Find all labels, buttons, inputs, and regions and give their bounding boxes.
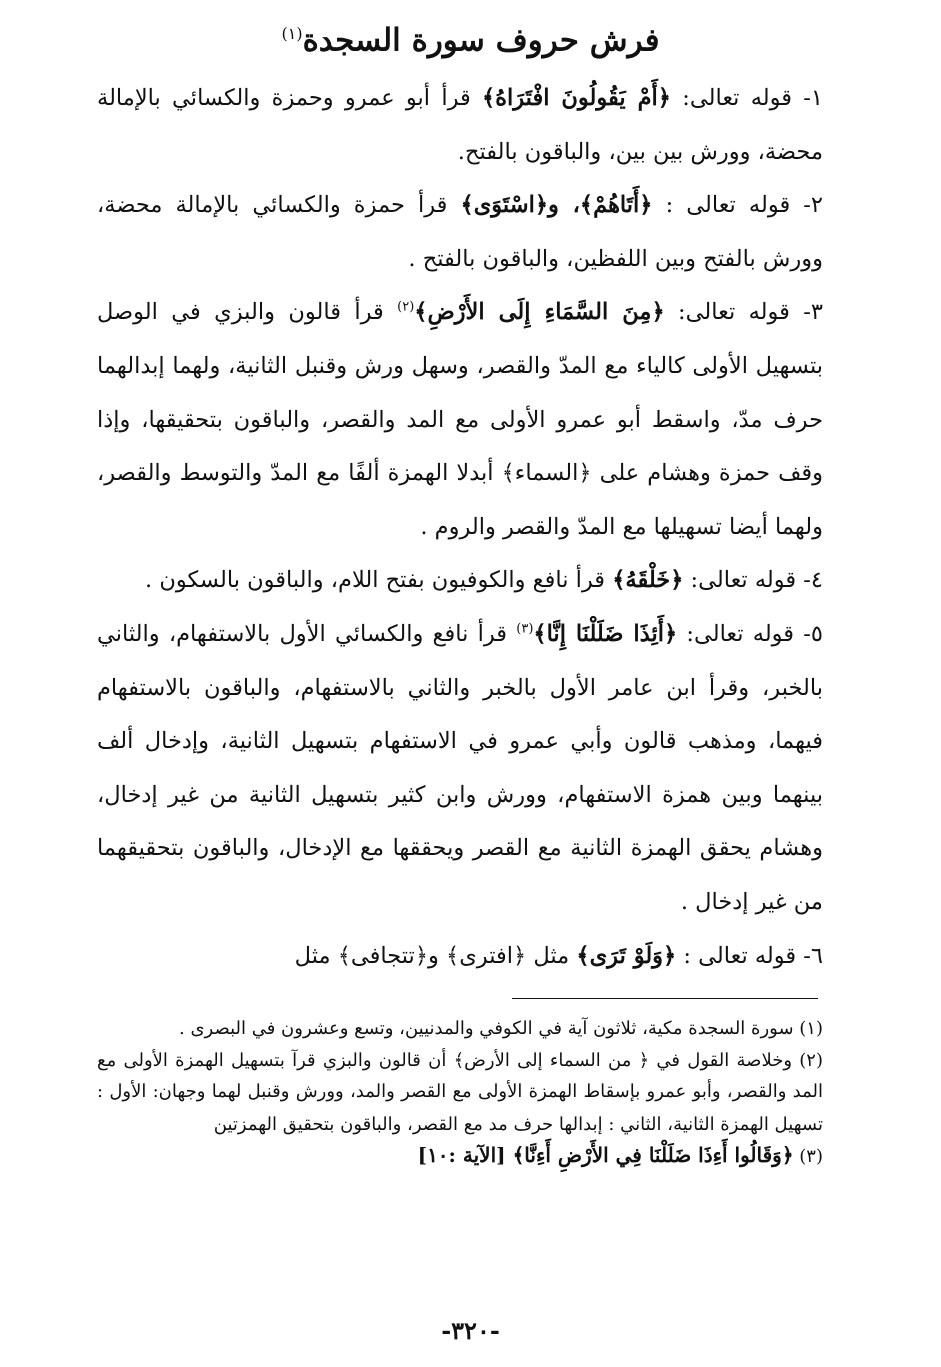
footnote-2	[97, 1045, 823, 1141]
footnote-quote: ﴿وَقَالُوا أَءِذَا ضَلَلْنَا فِي الأَرْضِ أَءِنَّا﴾ [الآية :١٠]	[417, 1143, 794, 1167]
paragraph-text: قرأ نافع والكوفيون بفتح اللام، والباقون بالسكون .	[145, 567, 613, 594]
page-title-text: فرش حروف سورة السجدة	[302, 22, 660, 59]
paragraph-text: قرأ حمزة والكسائي بالإمالة محضة، وورش بالفتح وبين اللفظين، والباقون بالفتح .	[97, 192, 823, 272]
main-text	[97, 72, 823, 983]
paragraph-lead: ٤- قوله تعالى:	[683, 567, 823, 594]
quran-quote: ﴿مِنَ السَّمَاءِ إِلَى الأَرْضِ﴾	[414, 299, 665, 326]
page-number: -٣٢٠-	[441, 1316, 500, 1345]
paragraph-4	[97, 554, 823, 608]
paragraph-2	[97, 179, 823, 286]
footnote-mark: (٢)	[397, 299, 415, 315]
footnotes	[97, 1012, 823, 1173]
quran-quote: ﴿أَتَاهُمْ﴾، و﴿اسْتَوَى﴾	[460, 192, 653, 219]
page-title	[0, 14, 941, 60]
quran-quote: ﴿أَئِذَا ضَلَلْنَا إِنَّا﴾	[533, 620, 678, 647]
paragraph-lead: ٦- قوله تعالى :	[676, 942, 823, 969]
paragraph-text: قرأ نافع والكسائي الأول بالاستفهام، والثاني بالخبر، وقرأ ابن عامر الأول بالخبر والثاني بالاستفهام، والباقون بالاستفهام فيهما، ومذهب قالون وأبي عمرو في الاستفهام بتسهيل الثانية، وإدخال ألف بينهما وبين همزة الاستفهام، وورش وابن كثير بتسهيل الثانية من غير إدخال، وهشام يحقق الهمزة الثانية مع القصر ويحققها مع الإدخال، والباقون بتحقيقهما من غير إدخال .	[97, 620, 823, 915]
footnote-text: (٢) وخلاصة القول في ﴿ من السماء إلى الأرض﴾ أن قالون والبزي قرآ بتسهيل الهمزة الأولى مع المد والقصر، وأبو عمرو بإسقاط الهمزة الأولى مع القصر والمد، وورش وقنبل لهما وجهان: الأول : تسهيل الهمزة الثانية، الثاني : إبدالها حرف مد مع القصر، والباقون بتحقيق الهمزتين	[97, 1049, 823, 1135]
footnote-1	[97, 1012, 823, 1045]
paragraph-1	[97, 72, 823, 179]
footnote-text: (١) سورة السجدة مكية، ثلاثون آية في الكوفي والمدنيين، وتسع وعشرون في البصرى .	[179, 1018, 823, 1039]
title-footnote-mark: (١)	[281, 24, 303, 43]
paragraph-6	[97, 930, 823, 984]
footnote-divider	[512, 998, 818, 999]
paragraph-text: قرأ قالون والبزي في الوصل بتسهيل الأولى كالياء مع المدّ والقصر، وسهل ورش وقنبل الثانية، ولهما إبدالهما حرف مدّ، واسقط أبو عمرو الأولى مع المد والقصر، والباقون بتحقيقها، وإذا وقف حمزة وهشام على ﴿السماء﴾ أبدلا الهمزة ألفًا مع المدّ والتوسط والقصر، ولهما أيضا تسهيلها مع المدّ والقصر والروم .	[97, 299, 823, 540]
paragraph-5	[97, 608, 823, 930]
paragraph-text: قرأ أبو عمرو وحمزة والكسائي بالإمالة محضة، وورش بين بين، والباقون بالفتح.	[97, 85, 823, 165]
footnote-3	[97, 1140, 823, 1173]
quran-quote: ﴿وَلَوْ تَرَى﴾	[576, 942, 677, 969]
quran-quote: ﴿أَمْ يَقُولُونَ افْتَرَاهُ﴾	[482, 85, 671, 111]
paragraph-lead: ٥- قوله تعالى:	[677, 620, 823, 647]
paragraph-lead: ٢- قوله تعالى :	[652, 192, 823, 219]
paragraph-text: مثل ﴿افترى﴾ و﴿تتجافى﴾ مثل	[294, 942, 577, 969]
paragraph-3	[97, 286, 823, 554]
paragraph-lead: ٣- قوله تعالى:	[664, 299, 823, 326]
footnote-mark: (٣)	[516, 621, 534, 637]
paragraph-lead: ١- قوله تعالى:	[671, 85, 823, 111]
quran-quote: ﴿خَلْقَهُ﴾	[612, 567, 684, 594]
footnote-text: (٣)	[793, 1146, 823, 1167]
